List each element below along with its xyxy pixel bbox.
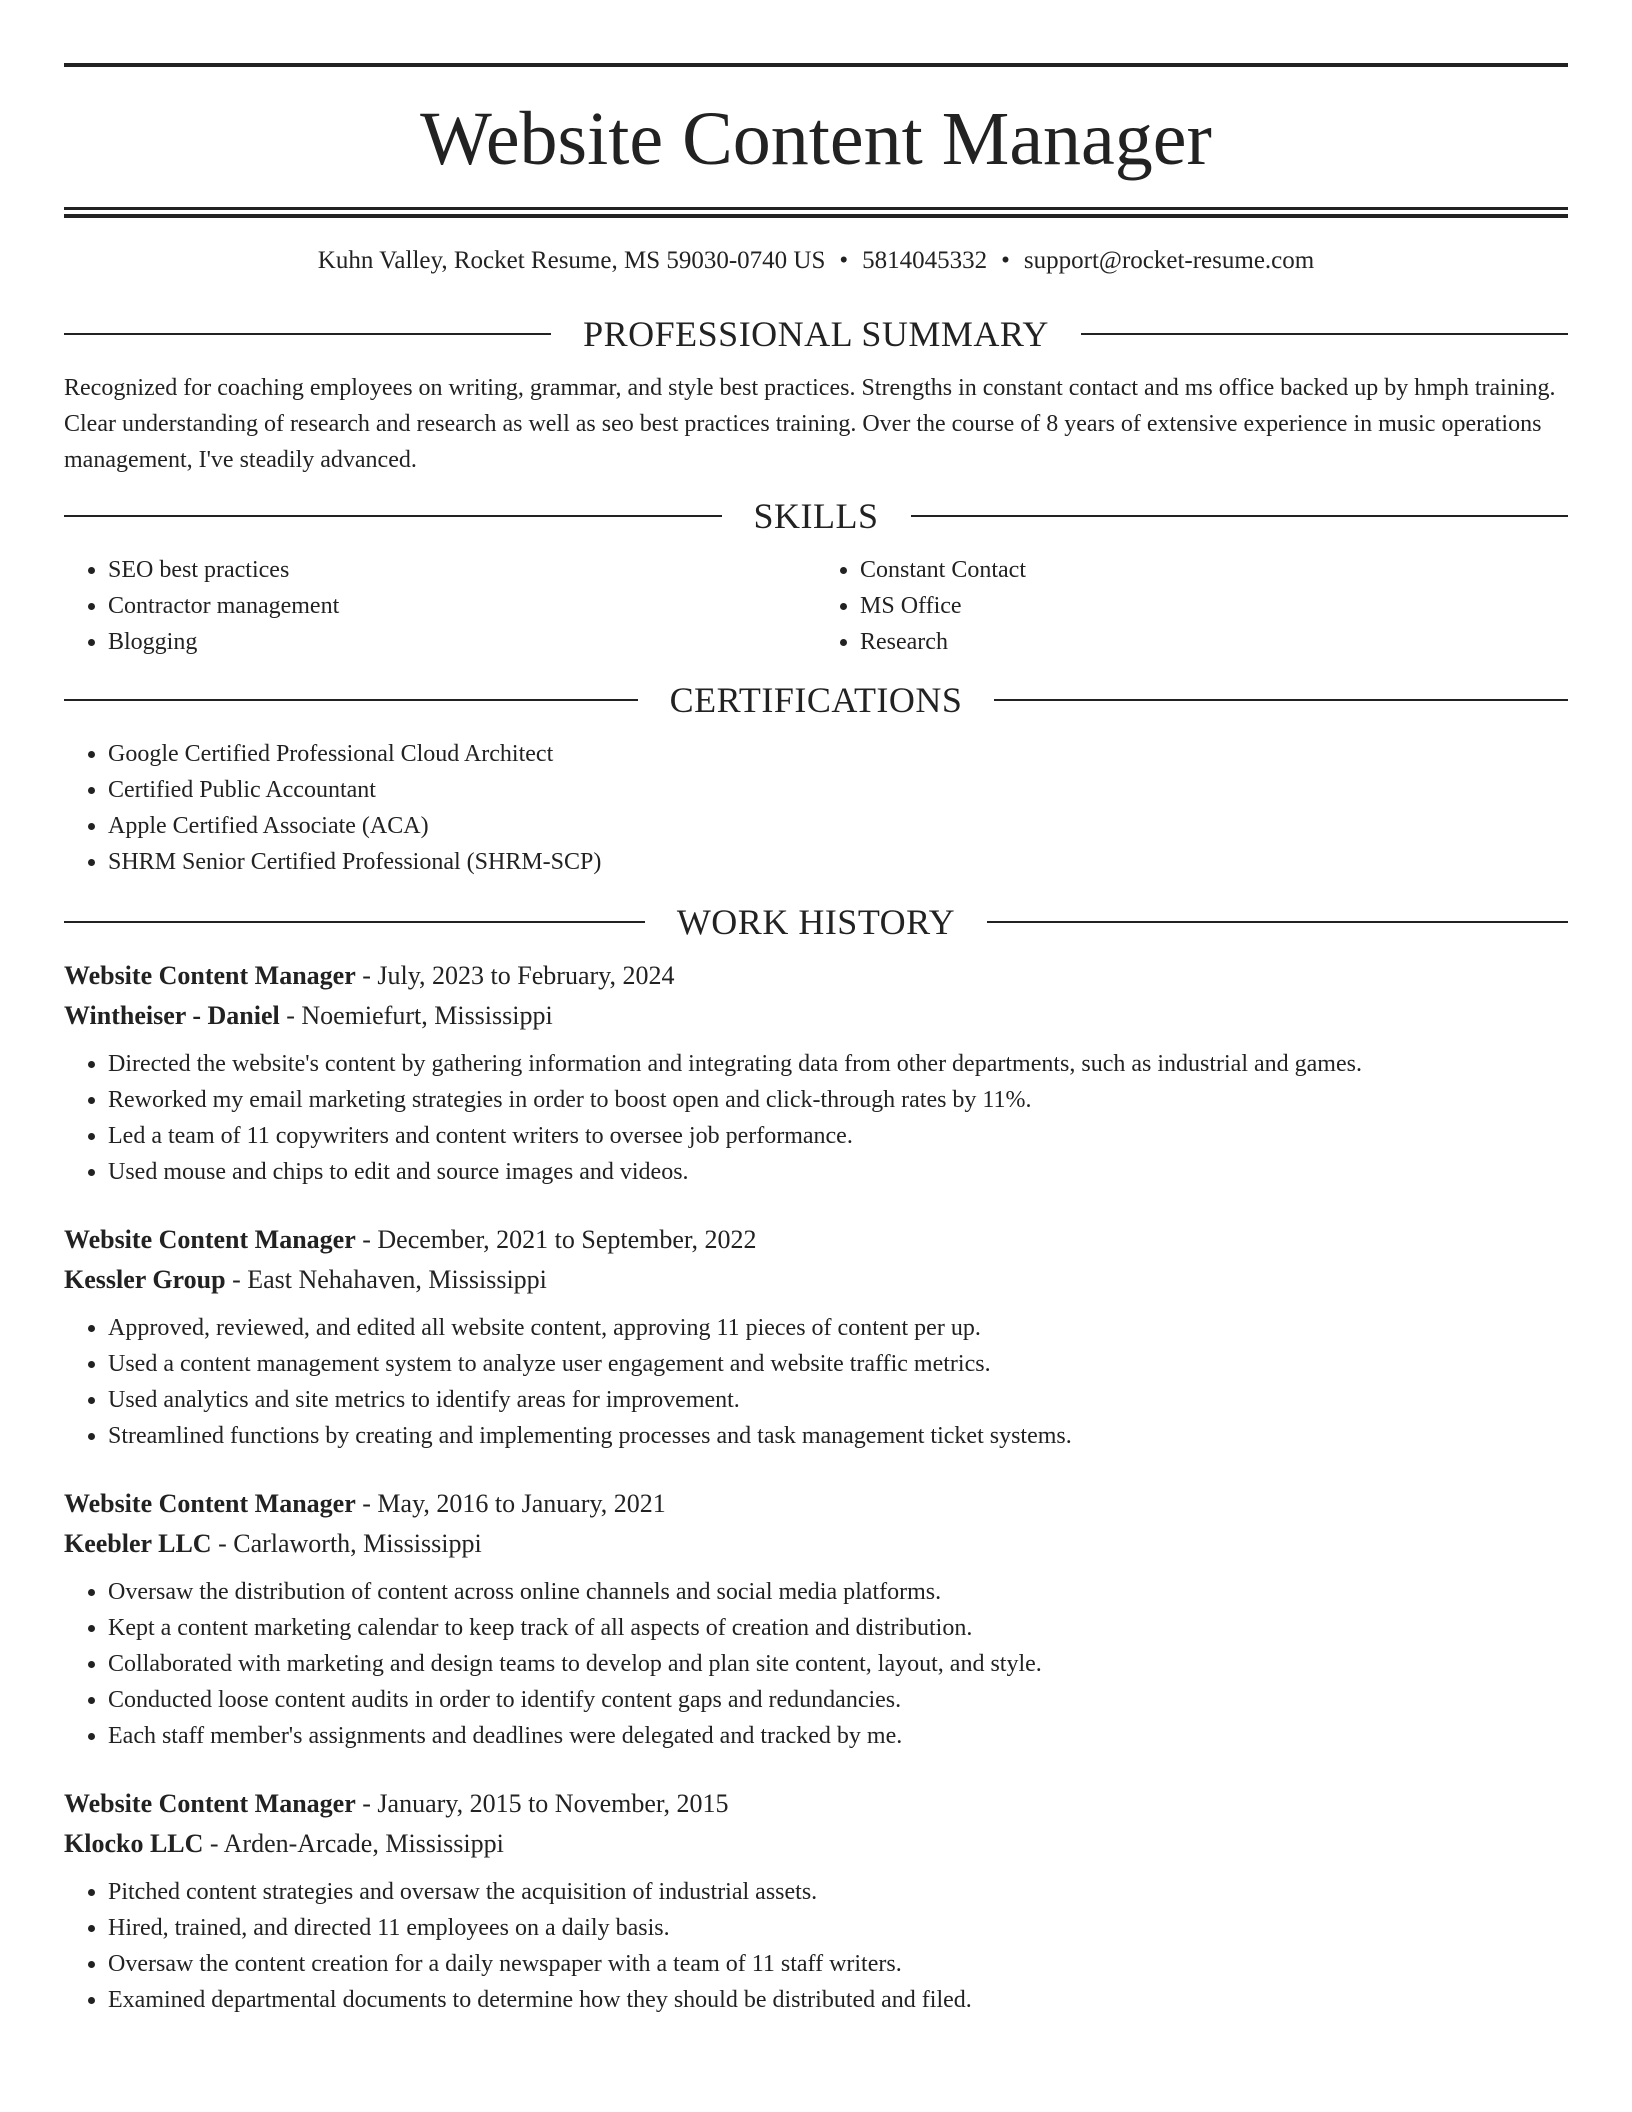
contact-address: Kuhn Valley, Rocket Resume, MS 59030-0740 US xyxy=(317,247,826,274)
job-title: Website Content Manager xyxy=(64,1789,356,1818)
job-bullet: • Oversaw the content creation for a daily newspaper with a team of 11 staff writers. xyxy=(108,1946,1568,1982)
job-location: - Noemiefurt, Mississippi xyxy=(279,1001,553,1030)
job-title: Website Content Manager xyxy=(64,1489,356,1518)
job-bullet: • Conducted loose content audits in order to identify content gaps and redundancies. xyxy=(108,1682,1568,1718)
skill-item: • Contractor management xyxy=(108,588,816,624)
certification-item: • Certified Public Accountant xyxy=(108,772,1568,808)
job-bullet: • Led a team of 11 copywriters and content writers to oversee job performance. xyxy=(108,1118,1568,1154)
job-title-line xyxy=(64,1784,1568,1824)
certification-item: • SHRM Senior Certified Professional (SHRM-SCP) xyxy=(108,844,1568,880)
contact-line xyxy=(64,244,1568,278)
certifications-list xyxy=(64,736,1568,880)
skills-list xyxy=(64,552,1568,660)
job-entry xyxy=(64,1484,1568,1754)
job-entry xyxy=(64,956,1568,1190)
heading-rule-right xyxy=(1081,333,1568,335)
skills-column-right xyxy=(816,552,1568,660)
skills-heading xyxy=(64,498,1568,534)
heading-rule-left xyxy=(64,699,638,701)
job-title-line xyxy=(64,956,1568,996)
job-location: - Arden-Arcade, Mississippi xyxy=(203,1829,504,1858)
job-bullet: • Streamlined functions by creating and implementing processes and task management ticket systems. xyxy=(108,1418,1568,1454)
job-bullet: • Approved, reviewed, and edited all website content, approving 11 pieces of content per up. xyxy=(108,1310,1568,1346)
job-bullet: • Each staff member's assignments and deadlines were delegated and tracked by me. xyxy=(108,1718,1568,1754)
job-dates: - December, 2021 to September, 2022 xyxy=(355,1225,757,1254)
job-bullet: • Hired, trained, and directed 11 employees on a daily basis. xyxy=(108,1910,1568,1946)
skill-item: • MS Office xyxy=(860,588,1568,624)
heading-rule-right xyxy=(987,921,1568,923)
job-bullet: • Used a content management system to analyze user engagement and website traffic metrics. xyxy=(108,1346,1568,1382)
job-company: Klocko LLC xyxy=(64,1829,204,1858)
heading-rule-right xyxy=(994,699,1568,701)
job-bullet: • Used mouse and chips to edit and source images and videos. xyxy=(108,1154,1568,1190)
heading-rule-right xyxy=(911,515,1569,517)
heading-rule-left xyxy=(64,921,645,923)
job-entry xyxy=(64,1784,1568,2018)
job-bullet: • Kept a content marketing calendar to keep track of all aspects of creation and distribution. xyxy=(108,1610,1568,1646)
summary-text: Recognized for coaching employees on writing, grammar, and style best practices. Strengths in constant contact and ms office backed up by hmph training. Clear understanding of research and research as well as seo best practices training. Over the course of 8 years of extensive experience in music operations management, I've steadily advanced. xyxy=(64,375,1556,473)
job-bullet: • Reworked my email marketing strategies in order to boost open and click-through rates by 11%. xyxy=(108,1082,1568,1118)
summary-heading xyxy=(64,316,1568,352)
job-company: Wintheiser - Daniel xyxy=(64,1001,280,1030)
certification-item: • Apple Certified Associate (ACA) xyxy=(108,808,1568,844)
job-title: Website Content Manager xyxy=(64,961,356,990)
contact-separator: • xyxy=(1001,247,1010,274)
job-company-line xyxy=(64,1260,1568,1300)
job-company: Keebler LLC xyxy=(64,1529,212,1558)
job-company-line xyxy=(64,1524,1568,1564)
contact-phone: 5814045332 xyxy=(862,247,988,274)
job-location: - Carlaworth, Mississippi xyxy=(211,1529,482,1558)
skills-heading-label: SKILLS xyxy=(753,496,879,536)
job-bullets xyxy=(64,1574,1568,1754)
job-bullet: • Directed the website's content by gathering information and integrating data from other departments, such as industrial and games. xyxy=(108,1046,1568,1082)
title-double-rule xyxy=(64,207,1568,218)
job-bullet: • Examined departmental documents to determine how they should be distributed and filed. xyxy=(108,1982,1568,2018)
certification-item: • Google Certified Professional Cloud Architect xyxy=(108,736,1568,772)
contact-separator: • xyxy=(839,247,849,274)
job-company-line xyxy=(64,1824,1568,1864)
work-history-heading xyxy=(64,904,1568,940)
job-title: Website Content Manager xyxy=(64,1225,356,1254)
skills-column-left xyxy=(64,552,816,660)
job-company-line xyxy=(64,996,1568,1036)
job-dates: - May, 2016 to January, 2021 xyxy=(355,1489,666,1518)
skill-item: • SEO best practices xyxy=(108,552,816,588)
heading-rule-left xyxy=(64,515,722,517)
job-bullets xyxy=(64,1310,1568,1454)
job-bullet: • Collaborated with marketing and design teams to develop and plan site content, layout, and style. xyxy=(108,1646,1568,1682)
skill-item: • Blogging xyxy=(108,624,816,660)
job-dates: - July, 2023 to February, 2024 xyxy=(355,961,675,990)
certifications-heading-label: CERTIFICATIONS xyxy=(669,680,963,720)
job-title-line xyxy=(64,1220,1568,1260)
job-bullet: • Pitched content strategies and oversaw the acquisition of industrial assets. xyxy=(108,1874,1568,1910)
resume-title: Website Content Manager xyxy=(420,97,1212,181)
job-bullets xyxy=(64,1874,1568,2018)
skill-item: • Research xyxy=(860,624,1568,660)
job-bullet: • Oversaw the distribution of content across online channels and social media platforms. xyxy=(108,1574,1568,1610)
job-company: Kessler Group xyxy=(64,1265,226,1294)
job-bullets xyxy=(64,1046,1568,1190)
job-bullet: • Used analytics and site metrics to identify areas for improvement. xyxy=(108,1382,1568,1418)
skill-item: • Constant Contact xyxy=(860,552,1568,588)
contact-email: support@rocket-resume.com xyxy=(1023,247,1315,274)
job-location: - East Nehahaven, Mississippi xyxy=(225,1265,547,1294)
job-title-line xyxy=(64,1484,1568,1524)
heading-rule-left xyxy=(64,333,551,335)
job-entry xyxy=(64,1220,1568,1454)
certifications-heading xyxy=(64,682,1568,718)
job-dates: - January, 2015 to November, 2015 xyxy=(355,1789,729,1818)
work-history-heading-label: WORK HISTORY xyxy=(676,902,956,942)
summary-heading-label: PROFESSIONAL SUMMARY xyxy=(583,314,1049,354)
